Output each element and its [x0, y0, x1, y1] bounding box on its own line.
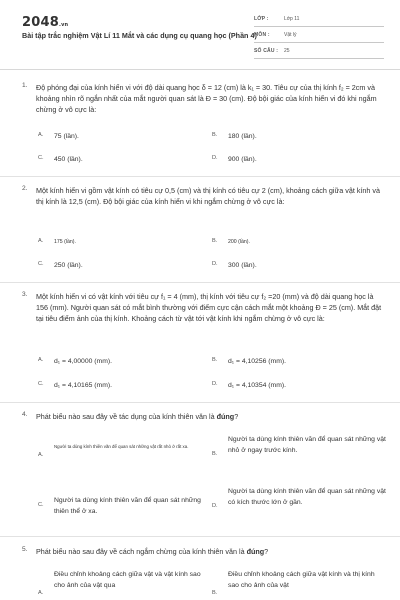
option-text: 75 (lần). [54, 133, 79, 140]
option-letter: C. [38, 155, 44, 161]
option-text: Người ta dùng kính thiên văn để quan sát những vật nhỏ ở ngay trước kính. [228, 436, 386, 454]
page-title: Bài tập trắc nghiệm Vật Lí 11 Mắt và các dụng cụ quang học (Phần 4) [22, 31, 257, 40]
question-text-start: Phát biểu nào sau đây về tác dụng của kính thiên văn là [36, 412, 217, 421]
option-letter: B. [212, 238, 218, 244]
meta-key: MÔN : [254, 32, 270, 38]
header [0, 0, 400, 64]
option-text: Điều chỉnh khoảng cách giữa vật kính và thị kính sao cho ảnh của vật [228, 571, 375, 589]
meta-key: LỚP : [254, 16, 269, 22]
option-letter: D. [212, 261, 218, 267]
option-text: d₁ = 4,10354 (mm). [228, 382, 287, 389]
question-text-emphasis: đúng [216, 412, 235, 421]
meta-row-class [254, 14, 384, 27]
option-letter: A. [38, 132, 44, 138]
option-text: 250 (lần). [54, 262, 83, 269]
option-letter: B. [212, 590, 218, 596]
option-letter: A. [38, 590, 44, 596]
meta-value: Lớp 11 [284, 16, 300, 22]
question-number: 2. [22, 185, 28, 192]
option-text: 180 (lần). [228, 133, 257, 140]
question-text-end: ? [264, 547, 269, 556]
option-letter: A. [38, 452, 44, 458]
logo-suffix: .vn [58, 22, 69, 28]
option-text: Người ta dùng kính thiên văn để quan sát những vật rất nhỏ ở rất xa. [54, 444, 189, 449]
question-separator [0, 402, 400, 403]
meta-value: Vật lý [284, 32, 297, 38]
option-letter: C. [38, 381, 44, 387]
option-text: d₁ = 4,10256 (mm). [228, 358, 287, 365]
question-number: 4. [22, 411, 28, 418]
option-letter: C. [38, 261, 44, 267]
option-text: d₁ = 4,00000 (mm). [54, 358, 113, 365]
question-number: 3. [22, 291, 28, 298]
option-letter: D. [212, 155, 218, 161]
question-text: Độ phóng đại của kính hiển vi với độ dài quang học δ = 12 (cm) là k₁ = 30. Tiêu cự của thị kính f₂ = 2cm và khoảng nhìn rõ ngắn nhất của mắt người quan sát là Đ = 30 (cm). Độ bội giác của kính hiển vi đó khi ngắm chừng ở vô cực là: [36, 83, 377, 115]
meta-row-subject [254, 30, 384, 43]
option-text: Điều chỉnh khoảng cách giữa vật và vật kính sao cho ảnh của vật qua [54, 571, 201, 589]
option-letter: B. [212, 357, 218, 363]
meta-row-count [254, 46, 384, 59]
meta-info [254, 14, 384, 62]
question-separator [0, 282, 400, 283]
option-text: 200 (lần). [228, 239, 250, 245]
option-letter: D. [212, 381, 218, 387]
question-separator [0, 176, 400, 177]
question-text: Một kính hiển vi gồm vật kính có tiêu cự 0,5 (cm) và thị kính có tiêu cự 2 (cm), khoảng cách giữa vật kính và thị kính là 12,5 (cm). Độ bội giác của kính hiển vi khi ngắm chừng ở vô cực là: [36, 186, 381, 207]
option-letter: A. [38, 238, 44, 244]
option-letter: D. [212, 503, 218, 509]
option-text: d₁ = 4,10165 (mm). [54, 382, 113, 389]
meta-value: 25 [284, 48, 290, 54]
question-text-start: Phát biểu nào sau đây về cách ngắm chừng của kính thiên văn là [36, 547, 247, 556]
meta-key: SỐ CÂU : [254, 48, 279, 54]
option-text: 900 (lần). [228, 156, 257, 163]
question-number: 5. [22, 546, 28, 553]
option-letter: B. [212, 451, 218, 457]
question-text [36, 546, 382, 557]
question-text-emphasis: đúng [246, 547, 265, 556]
question-number: 1. [22, 82, 28, 89]
option-text: Người ta dùng kính thiên văn để quan sát những thiên thể ở xa. [54, 497, 201, 515]
option-text: 450 (lần). [54, 156, 83, 163]
option-letter: B. [212, 132, 218, 138]
question-text [36, 411, 382, 422]
option-text: 175 (lần). [54, 239, 76, 245]
question-text: Một kính hiển vi có vật kính với tiêu cự f₁ = 4 (mm), thị kính với tiêu cự f₂ =20 (mm) và độ dài quang học là 156 (mm). Người quan sát có mắt bình thường với điểm cực cận cách mắt một khoảng Đ = 25 (cm). Mắt đặt tại tiêu điểm ảnh của thị kính. Khoảng cách từ vật tới vật kính khi ngắm chừng ở vô cực là: [36, 292, 382, 324]
question-text-end: ? [234, 412, 239, 421]
option-text: 300 (lần). [228, 262, 257, 269]
header-divider [0, 69, 400, 70]
site-logo[interactable] [22, 15, 68, 30]
option-letter: C. [38, 502, 44, 508]
question-separator [0, 536, 400, 537]
logo-text: 2048 [22, 15, 59, 30]
option-text: Người ta dùng kính thiên văn để quan sát những vật có kích thước lớn ở gần. [228, 488, 386, 506]
option-letter: A. [38, 357, 44, 363]
